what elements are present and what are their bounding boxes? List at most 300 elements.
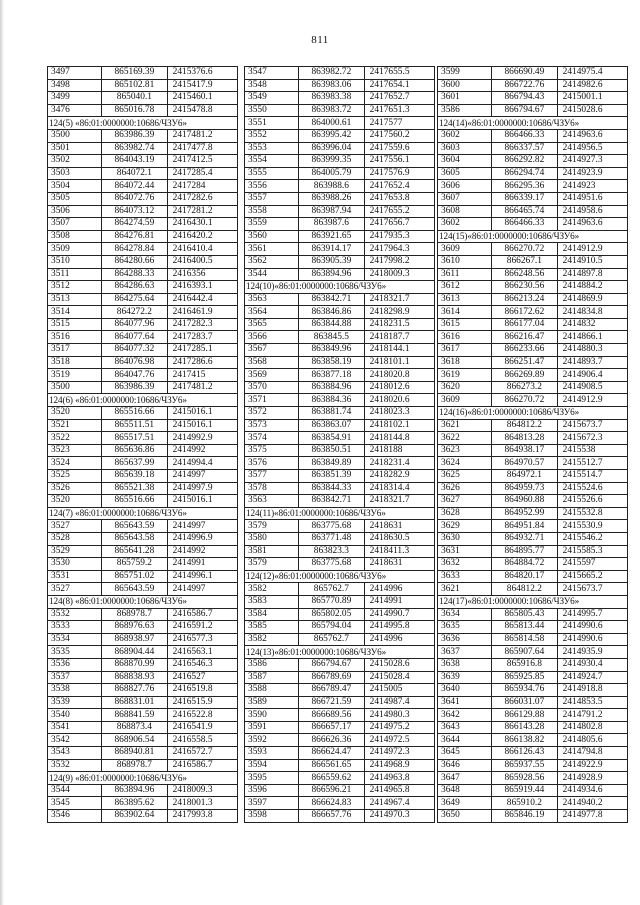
x-coordinate-cell: 866561.65	[299, 759, 365, 772]
point-number-cell: 3555	[245, 167, 299, 180]
table-row	[48, 520, 238, 533]
point-number-cell: 3586	[245, 658, 299, 671]
x-coordinate-cell: 865511.51	[102, 419, 168, 432]
y-coordinate-cell: 2414977.8	[557, 810, 627, 823]
point-number-cell: 3512	[48, 281, 102, 294]
y-coordinate-cell: 2414832	[557, 318, 627, 331]
table-row	[245, 67, 435, 80]
x-coordinate-cell: 865794.04	[299, 621, 365, 634]
table-row	[245, 797, 435, 810]
point-number-cell: 3612	[438, 281, 492, 294]
point-number-cell: 3609	[438, 243, 492, 256]
y-coordinate-cell: 2416393.1	[167, 281, 237, 294]
x-coordinate-cell: 863849.96	[299, 344, 365, 357]
table-row	[245, 633, 435, 646]
table-row	[438, 192, 628, 205]
point-number-cell: 3581	[245, 545, 299, 558]
y-coordinate-cell: 2416420.2	[167, 230, 237, 243]
point-number-cell: 3622	[438, 432, 492, 445]
table-row	[48, 797, 238, 810]
y-coordinate-cell: 2414927.3	[557, 155, 627, 168]
point-number-cell: 3620	[438, 381, 492, 394]
point-number-cell: 3524	[48, 457, 102, 470]
table-row	[48, 646, 238, 659]
point-number-cell: 3532	[48, 759, 102, 772]
table-row	[48, 696, 238, 709]
table-row	[438, 583, 628, 596]
x-coordinate-cell: 868841.59	[102, 709, 168, 722]
x-coordinate-cell: 868938.97	[102, 633, 168, 646]
x-coordinate-cell: 864077.96	[102, 318, 168, 331]
y-coordinate-cell: 2417285.4	[167, 167, 237, 180]
point-number-cell: 3606	[438, 180, 492, 193]
table-row	[245, 369, 435, 382]
x-coordinate-cell: 863775.68	[299, 558, 365, 571]
x-coordinate-cell: 866295.36	[492, 180, 558, 193]
point-number-cell: 3516	[48, 331, 102, 344]
x-coordinate-cell: 864286.63	[102, 281, 168, 294]
y-coordinate-cell: 2414951.6	[557, 192, 627, 205]
x-coordinate-cell: 865643.58	[102, 532, 168, 545]
point-number-cell: 3570	[245, 381, 299, 394]
point-number-cell: 3499	[48, 92, 102, 105]
y-coordinate-cell: 2417653.8	[364, 192, 434, 205]
y-coordinate-cell: 2415028.4	[364, 671, 434, 684]
cadastral-section-header: 124(8) «86:01:0000000:10686/ЧЗУ6»	[48, 595, 238, 608]
x-coordinate-cell: 865169.39	[102, 67, 168, 80]
y-coordinate-cell: 2415532.8	[557, 507, 627, 520]
table-row	[48, 67, 238, 80]
point-number-cell: 3574	[245, 432, 299, 445]
point-number-cell: 3562	[245, 255, 299, 268]
x-coordinate-cell: 866216.47	[492, 331, 558, 344]
point-number-cell: 3540	[48, 709, 102, 722]
section-header-row	[48, 117, 238, 130]
x-coordinate-cell: 863914.17	[299, 243, 365, 256]
x-coordinate-cell: 863771.48	[299, 532, 365, 545]
y-coordinate-cell: 2416430.1	[167, 218, 237, 231]
point-number-cell: 3640	[438, 684, 492, 697]
point-number-cell: 3537	[48, 671, 102, 684]
y-coordinate-cell: 2417285.1	[167, 344, 237, 357]
x-coordinate-cell: 866466.33	[492, 218, 558, 231]
table-row	[438, 507, 628, 520]
table-row	[48, 621, 238, 634]
point-number-cell: 3641	[438, 696, 492, 709]
y-coordinate-cell: 2415530.9	[557, 520, 627, 533]
y-coordinate-cell: 2416586.7	[167, 608, 237, 621]
y-coordinate-cell: 2416577.3	[167, 633, 237, 646]
x-coordinate-cell: 866248.56	[492, 268, 558, 281]
y-coordinate-cell: 2417655.2	[364, 205, 434, 218]
y-coordinate-cell: 2418298.9	[364, 306, 434, 319]
point-number-cell: 3582	[245, 583, 299, 596]
x-coordinate-cell: 863894.96	[102, 784, 168, 797]
point-number-cell: 3623	[438, 444, 492, 457]
point-number-cell: 3580	[245, 532, 299, 545]
x-coordinate-cell: 865762.7	[299, 583, 365, 596]
x-coordinate-cell: 863983.72	[299, 104, 365, 117]
table-row	[48, 104, 238, 117]
x-coordinate-cell: 866624.47	[299, 747, 365, 760]
x-coordinate-cell: 866172.62	[492, 306, 558, 319]
x-coordinate-cell: 865521.38	[102, 482, 168, 495]
table-row	[438, 621, 628, 634]
x-coordinate-cell: 863905.39	[299, 255, 365, 268]
y-coordinate-cell: 2416527	[167, 671, 237, 684]
point-number-cell: 3509	[48, 243, 102, 256]
x-coordinate-cell: 864072.44	[102, 180, 168, 193]
point-number-cell: 3500	[48, 129, 102, 142]
table-row	[245, 117, 435, 130]
y-coordinate-cell: 2414963.6	[557, 129, 627, 142]
y-coordinate-cell: 2417415	[167, 369, 237, 382]
x-coordinate-cell: 865846.19	[492, 810, 558, 823]
y-coordinate-cell: 2414958.6	[557, 205, 627, 218]
table-row	[48, 331, 238, 344]
point-number-cell: 3594	[245, 759, 299, 772]
table-row	[48, 318, 238, 331]
section-header-row	[48, 772, 238, 785]
point-number-cell: 3575	[245, 444, 299, 457]
x-coordinate-cell: 864073.12	[102, 205, 168, 218]
x-coordinate-cell: 864280.66	[102, 255, 168, 268]
table-row	[245, 684, 435, 697]
point-number-cell: 3502	[48, 155, 102, 168]
table-row	[438, 344, 628, 357]
point-number-cell: 3563	[245, 495, 299, 508]
table-row	[48, 608, 238, 621]
point-number-cell: 3583	[245, 595, 299, 608]
section-header-row	[48, 595, 238, 608]
point-number-cell: 3558	[245, 205, 299, 218]
page-edge-shadow	[0, 0, 4, 905]
point-number-cell: 3542	[48, 734, 102, 747]
point-number-cell: 3586	[438, 104, 492, 117]
table-row	[438, 684, 628, 697]
point-number-cell: 3571	[245, 394, 299, 407]
point-number-cell: 3628	[438, 507, 492, 520]
x-coordinate-cell: 866270.72	[492, 394, 558, 407]
table-row	[245, 709, 435, 722]
y-coordinate-cell: 2414869.9	[557, 293, 627, 306]
table-row	[245, 155, 435, 168]
table-row	[48, 180, 238, 193]
point-number-cell: 3500	[48, 381, 102, 394]
table-row	[245, 432, 435, 445]
table-row	[48, 79, 238, 92]
point-number-cell: 3523	[48, 444, 102, 457]
table-row	[438, 129, 628, 142]
y-coordinate-cell: 2414912.9	[557, 394, 627, 407]
y-coordinate-cell: 2415673.7	[557, 419, 627, 432]
y-coordinate-cell: 2418102.1	[364, 419, 434, 432]
table-row	[245, 243, 435, 256]
x-coordinate-cell: 863842.71	[299, 495, 365, 508]
point-number-cell: 3497	[48, 67, 102, 80]
table-row	[245, 205, 435, 218]
x-coordinate-cell: 865802.05	[299, 608, 365, 621]
x-coordinate-cell: 863894.96	[299, 268, 365, 281]
y-coordinate-cell: 2414935.9	[557, 646, 627, 659]
table-row	[438, 457, 628, 470]
x-coordinate-cell: 866789.47	[299, 684, 365, 697]
table-row	[48, 784, 238, 797]
table-row	[245, 167, 435, 180]
point-number-cell: 3633	[438, 570, 492, 583]
y-coordinate-cell: 2414866.1	[557, 331, 627, 344]
x-coordinate-cell: 863987.6	[299, 218, 365, 231]
y-coordinate-cell: 2414992	[167, 545, 237, 558]
cadastral-section-header: 124(15)«86:01:0000000:10686/ЧЗУ6»	[438, 230, 628, 243]
table-row	[48, 532, 238, 545]
y-coordinate-cell: 2417577	[364, 117, 434, 130]
point-number-cell: 3535	[48, 646, 102, 659]
y-coordinate-cell: 2414884.2	[557, 281, 627, 294]
cadastral-section-header: 124(11)«86:01:0000000:10686/ЧЗУ6»	[245, 507, 435, 520]
y-coordinate-cell: 2414996	[364, 633, 434, 646]
x-coordinate-cell: 865805.43	[492, 608, 558, 621]
y-coordinate-cell: 2414922.9	[557, 759, 627, 772]
point-number-cell: 3505	[48, 192, 102, 205]
x-coordinate-cell: 866269.89	[492, 369, 558, 382]
table-row	[245, 608, 435, 621]
y-coordinate-cell: 2414880.3	[557, 344, 627, 357]
y-coordinate-cell: 2418631	[364, 520, 434, 533]
cadastral-section-header: 124(6) «86:01:0000000:10686/ЧЗУ6»	[48, 394, 238, 407]
x-coordinate-cell: 866465.74	[492, 205, 558, 218]
point-number-cell: 3539	[48, 696, 102, 709]
y-coordinate-cell: 2415673.7	[557, 583, 627, 596]
table-row	[48, 444, 238, 457]
x-coordinate-cell: 863902.64	[102, 810, 168, 823]
x-coordinate-cell: 863858.19	[299, 356, 365, 369]
y-coordinate-cell: 2414910.5	[557, 255, 627, 268]
y-coordinate-cell: 2418020.6	[364, 394, 434, 407]
table-row	[48, 545, 238, 558]
y-coordinate-cell: 2414928.9	[557, 772, 627, 785]
table-row	[438, 633, 628, 646]
point-number-cell: 3578	[245, 482, 299, 495]
x-coordinate-cell: 865639.18	[102, 470, 168, 483]
point-number-cell: 3600	[438, 79, 492, 92]
point-number-cell: 3559	[245, 218, 299, 231]
y-coordinate-cell: 2415005	[364, 684, 434, 697]
point-number-cell: 3596	[245, 784, 299, 797]
y-coordinate-cell: 2414997	[167, 470, 237, 483]
point-number-cell: 3546	[48, 810, 102, 823]
table-row	[245, 419, 435, 432]
y-coordinate-cell: 2414992	[167, 444, 237, 457]
point-number-cell: 3597	[245, 797, 299, 810]
table-row	[438, 79, 628, 92]
y-coordinate-cell: 2415376.6	[167, 67, 237, 80]
point-number-cell: 3543	[48, 747, 102, 760]
y-coordinate-cell: 2414908.5	[557, 381, 627, 394]
x-coordinate-cell: 864812.2	[492, 419, 558, 432]
point-number-cell: 3629	[438, 520, 492, 533]
y-coordinate-cell: 2414987.4	[364, 696, 434, 709]
table-row	[438, 495, 628, 508]
section-header-row	[438, 117, 628, 130]
table-row	[245, 495, 435, 508]
x-coordinate-cell: 865934.76	[492, 684, 558, 697]
point-number-cell: 3511	[48, 268, 102, 281]
table-row	[48, 482, 238, 495]
table-row	[438, 545, 628, 558]
y-coordinate-cell: 2418144.8	[364, 432, 434, 445]
point-number-cell: 3532	[48, 608, 102, 621]
y-coordinate-cell: 2414923	[557, 180, 627, 193]
table-row	[438, 470, 628, 483]
point-number-cell: 3605	[438, 167, 492, 180]
table-row	[48, 293, 238, 306]
y-coordinate-cell: 2418321.7	[364, 293, 434, 306]
table-row	[48, 129, 238, 142]
y-coordinate-cell: 2417412.5	[167, 155, 237, 168]
table-row	[245, 218, 435, 231]
table-row	[438, 784, 628, 797]
point-number-cell: 3646	[438, 759, 492, 772]
point-number-cell: 3615	[438, 318, 492, 331]
y-coordinate-cell: 2417651.3	[364, 104, 434, 117]
table-row	[245, 658, 435, 671]
point-number-cell: 3577	[245, 470, 299, 483]
point-number-cell: 3506	[48, 205, 102, 218]
table-row	[48, 268, 238, 281]
x-coordinate-cell: 864820.17	[492, 570, 558, 583]
y-coordinate-cell: 2418231.5	[364, 318, 434, 331]
table-row	[438, 570, 628, 583]
point-number-cell: 3533	[48, 621, 102, 634]
x-coordinate-cell: 863845.5	[299, 331, 365, 344]
y-coordinate-cell: 2414990.6	[557, 633, 627, 646]
y-coordinate-cell: 2415417.9	[167, 79, 237, 92]
y-coordinate-cell: 2415001.1	[557, 92, 627, 105]
table-row	[438, 218, 628, 231]
table-row	[48, 419, 238, 432]
x-coordinate-cell: 863983.06	[299, 79, 365, 92]
point-number-cell: 3650	[438, 810, 492, 823]
point-number-cell: 3585	[245, 621, 299, 634]
x-coordinate-cell: 866789.69	[299, 671, 365, 684]
x-coordinate-cell: 864938.17	[492, 444, 558, 457]
y-coordinate-cell: 2414982.6	[557, 79, 627, 92]
y-coordinate-cell: 2417559.6	[364, 142, 434, 155]
y-coordinate-cell: 2417286.6	[167, 356, 237, 369]
table-row	[438, 255, 628, 268]
point-number-cell: 3627	[438, 495, 492, 508]
y-coordinate-cell: 2418009.3	[167, 784, 237, 797]
y-coordinate-cell: 2414991	[364, 595, 434, 608]
x-coordinate-cell: 863842.71	[299, 293, 365, 306]
y-coordinate-cell: 2416461.9	[167, 306, 237, 319]
point-number-cell: 3616	[438, 331, 492, 344]
y-coordinate-cell: 2417993.8	[167, 810, 237, 823]
y-coordinate-cell: 2418282.9	[364, 470, 434, 483]
x-coordinate-cell: 863849.89	[299, 457, 365, 470]
table-row	[48, 470, 238, 483]
point-number-cell: 3630	[438, 532, 492, 545]
point-number-cell: 3634	[438, 608, 492, 621]
cadastral-section-header: 124(14)«86:01:0000000:10686/ЧЗУ6»	[438, 117, 628, 130]
point-number-cell: 3504	[48, 180, 102, 193]
cadastral-section-header: 124(10)«86:01:0000000:10686/ЧЗУ6»	[245, 281, 435, 294]
x-coordinate-cell: 868978.7	[102, 608, 168, 621]
x-coordinate-cell: 866177.04	[492, 318, 558, 331]
point-number-cell: 3607	[438, 192, 492, 205]
point-number-cell: 3625	[438, 470, 492, 483]
y-coordinate-cell: 2417477.8	[167, 142, 237, 155]
y-coordinate-cell: 2417935.3	[364, 230, 434, 243]
point-number-cell: 3563	[245, 293, 299, 306]
point-number-cell: 3564	[245, 306, 299, 319]
y-coordinate-cell: 2414893.7	[557, 356, 627, 369]
table-row	[438, 734, 628, 747]
y-coordinate-cell: 2414791.2	[557, 709, 627, 722]
point-number-cell: 3572	[245, 407, 299, 420]
point-number-cell: 3544	[48, 784, 102, 797]
table-row	[48, 671, 238, 684]
y-coordinate-cell: 2416519.8	[167, 684, 237, 697]
table-row	[438, 369, 628, 382]
y-coordinate-cell: 2415585.3	[557, 545, 627, 558]
y-coordinate-cell: 2417281.2	[167, 205, 237, 218]
x-coordinate-cell: 864960.88	[492, 495, 558, 508]
point-number-cell: 3534	[48, 633, 102, 646]
point-number-cell: 3508	[48, 230, 102, 243]
x-coordinate-cell: 866292.82	[492, 155, 558, 168]
point-number-cell: 3519	[48, 369, 102, 382]
y-coordinate-cell: 2418144.1	[364, 344, 434, 357]
point-number-cell: 3550	[245, 104, 299, 117]
y-coordinate-cell: 2415538	[557, 444, 627, 457]
cadastral-section-header: 124(9) «86:01:0000000:10686/ЧЗУ6»	[48, 772, 238, 785]
y-coordinate-cell: 2416546.3	[167, 658, 237, 671]
table-row	[48, 255, 238, 268]
y-coordinate-cell: 2414934.6	[557, 784, 627, 797]
y-coordinate-cell: 2416558.5	[167, 734, 237, 747]
x-coordinate-cell: 865916.8	[492, 658, 558, 671]
point-number-cell: 3548	[245, 79, 299, 92]
table-row	[245, 520, 435, 533]
x-coordinate-cell: 866626.36	[299, 734, 365, 747]
table-row	[245, 306, 435, 319]
table-row	[438, 268, 628, 281]
section-header-row	[438, 230, 628, 243]
x-coordinate-cell: 866657.76	[299, 810, 365, 823]
point-number-cell: 3536	[48, 658, 102, 671]
point-number-cell: 3617	[438, 344, 492, 357]
section-header-row	[48, 394, 238, 407]
table-row	[438, 381, 628, 394]
y-coordinate-cell: 2417282.6	[167, 192, 237, 205]
y-coordinate-cell: 2414995.8	[364, 621, 434, 634]
x-coordinate-cell: 866624.83	[299, 797, 365, 810]
point-number-cell: 3648	[438, 784, 492, 797]
point-number-cell: 3644	[438, 734, 492, 747]
point-number-cell: 3643	[438, 721, 492, 734]
point-number-cell: 3579	[245, 558, 299, 571]
point-number-cell: 3582	[245, 633, 299, 646]
y-coordinate-cell: 2418321.7	[364, 495, 434, 508]
table-row	[245, 558, 435, 571]
table-row	[245, 331, 435, 344]
table-row	[245, 595, 435, 608]
point-number-cell: 3538	[48, 684, 102, 697]
point-number-cell: 3613	[438, 293, 492, 306]
table-row	[48, 583, 238, 596]
